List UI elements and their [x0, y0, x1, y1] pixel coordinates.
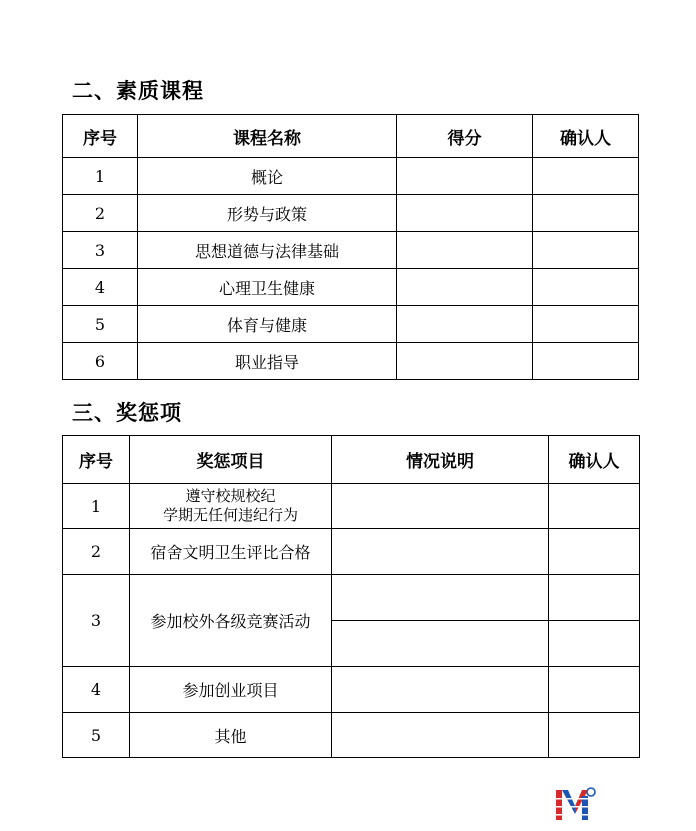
header-course-name: 课程名称: [138, 115, 397, 158]
confirmer-cell[interactable]: [549, 484, 640, 529]
description-cell[interactable]: [332, 667, 549, 713]
table-row: [63, 306, 639, 343]
reward-item: [130, 484, 332, 529]
table-row: [63, 343, 639, 380]
row-index: 2: [63, 529, 130, 575]
course-name: 体育与健康: [138, 306, 397, 343]
confirmer-cell[interactable]: [549, 621, 640, 667]
header-confirmer: 确认人: [549, 436, 640, 484]
table-row: [63, 667, 640, 713]
description-cell[interactable]: [332, 621, 549, 667]
course-name: 形势与政策: [138, 195, 397, 232]
course-name: 思想道德与法律基础: [138, 232, 397, 269]
reward-item: 参加校外各级竞赛活动: [130, 575, 332, 667]
header-index: 序号: [63, 436, 130, 484]
row-index: 1: [63, 484, 130, 529]
row-index: 4: [63, 269, 138, 306]
confirmer-cell[interactable]: [533, 343, 639, 380]
score-cell[interactable]: [397, 195, 533, 232]
me-logo-icon: [554, 786, 596, 822]
header-index: 序号: [63, 115, 138, 158]
row-index: 3: [63, 232, 138, 269]
row-index: 5: [63, 713, 130, 758]
description-cell[interactable]: [332, 575, 549, 621]
score-cell[interactable]: [397, 306, 533, 343]
row-index: 3: [63, 575, 130, 667]
table-header-row: [63, 115, 639, 158]
confirmer-cell[interactable]: [549, 667, 640, 713]
table-row: [63, 575, 640, 621]
table-row: [63, 232, 639, 269]
score-cell[interactable]: [397, 343, 533, 380]
course-name: 心理卫生健康: [138, 269, 397, 306]
score-cell[interactable]: [397, 269, 533, 306]
table-header-row: [63, 436, 640, 484]
table-row: [63, 713, 640, 758]
table-row: [63, 484, 640, 529]
row-index: 2: [63, 195, 138, 232]
row-index: 6: [63, 343, 138, 380]
header-description: 情况说明: [332, 436, 549, 484]
quality-courses-table: [62, 114, 639, 380]
reward-item-line: 学期无任何违纪行为: [162, 506, 298, 524]
table-row: [63, 269, 639, 306]
score-cell[interactable]: [397, 158, 533, 195]
reward-item: 其他: [130, 713, 332, 758]
section-title-quality-courses: 二、素质课程: [72, 79, 204, 103]
reward-item: 参加创业项目: [130, 667, 332, 713]
header-confirmer: 确认人: [533, 115, 639, 158]
table-row: [63, 529, 640, 575]
reward-item: 宿舍文明卫生评比合格: [130, 529, 332, 575]
course-name: 概论: [138, 158, 397, 195]
description-cell[interactable]: [332, 529, 549, 575]
section-title-rewards-penalties: 三、奖惩项: [72, 401, 182, 425]
row-index: 1: [63, 158, 138, 195]
row-index: 4: [63, 667, 130, 713]
confirmer-cell[interactable]: [549, 713, 640, 758]
confirmer-cell[interactable]: [533, 232, 639, 269]
confirmer-cell[interactable]: [533, 195, 639, 232]
description-cell[interactable]: [332, 484, 549, 529]
row-index: 5: [63, 306, 138, 343]
confirmer-cell[interactable]: [533, 306, 639, 343]
header-score: 得分: [397, 115, 533, 158]
reward-item-line: 遵守校规校纪: [185, 487, 276, 505]
confirmer-cell[interactable]: [549, 529, 640, 575]
confirmer-cell[interactable]: [533, 269, 639, 306]
confirmer-cell[interactable]: [533, 158, 639, 195]
table-row: [63, 195, 639, 232]
rewards-penalties-table: [62, 435, 640, 758]
course-name: 职业指导: [138, 343, 397, 380]
score-cell[interactable]: [397, 232, 533, 269]
header-item: 奖惩项目: [130, 436, 332, 484]
confirmer-cell[interactable]: [549, 575, 640, 621]
table-row: [63, 158, 639, 195]
description-cell[interactable]: [332, 713, 549, 758]
